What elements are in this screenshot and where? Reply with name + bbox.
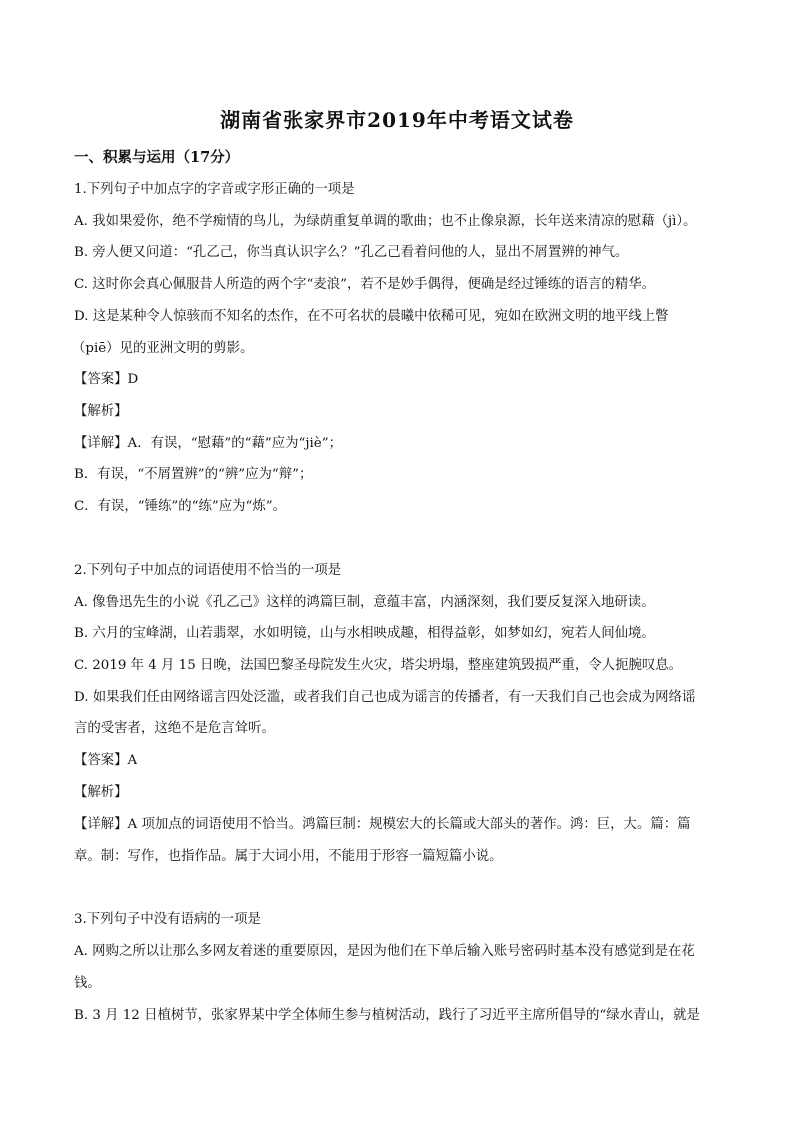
q2-option-d-line2: 言的受害者，这绝不是危言耸听。 [74, 721, 275, 736]
question-3-stem: 3.下列句子中没有语病的一项是 [74, 912, 261, 927]
q2-option-c: C. 2019 年 4 月 15 日晚，法国巴黎圣母院发生火灾，塔尖坍塌，整座建筑毁损严重，令人扼腕叹息。 [74, 658, 683, 673]
section-heading: 一、积累与运用（17分） [74, 149, 240, 166]
q3-option-a-line1: A. 网购之所以让那么多网友着迷的重要原因，是因为他们在下单后输入账号密码时基本没有感觉到是在花 [74, 944, 695, 959]
q2-detail-line2: 章。制：写作，也指作品。属于大词小用，不能用于形容一篇短篇小说。 [74, 849, 503, 864]
q2-answer: 【答案】A [74, 753, 138, 768]
q1-detail-line2: B．有误，“不屑置辨”的“辨”应为“辩”； [74, 467, 313, 482]
question-2-stem: 2.下列句子中加点的词语使用不恰当的一项是 [74, 563, 342, 578]
q1-option-b: B. 旁人便又问道：“孔乙己，你当真认识字么？”孔乙己看着问他的人，显出不屑置辨的神气。 [74, 245, 629, 260]
question-1-stem: 1.下列句子中加点字的字音或字形正确的一项是 [74, 182, 355, 197]
q1-option-c: C. 这时你会真心佩服昔人所造的两个字“麦浪”，若不是妙手偶得，便确是经过锤练的语言的精华。 [74, 277, 655, 292]
q2-option-d-line1: D. 如果我们任由网络谣言四处泛滥，或者我们自己也成为谣言的传播者，有一天我们自己也会成为网络谣 [74, 690, 696, 705]
q2-option-b: B. 六月的宝峰湖，山若翡翠，水如明镜，山与水相映成趣，相得益彰，如梦如幻，宛若人间仙境。 [74, 626, 655, 641]
q1-analysis-label: 【解析】 [74, 404, 128, 419]
q2-detail-line1: 【详解】A 项加点的词语使用不恰当。鸿篇巨制：规模宏大的长篇或大部头的著作。鸿：巨，大。篇：篇 [74, 817, 691, 832]
q1-option-d-line1: D. 这是某种令人惊骇而不知名的杰作，在不可名状的晨曦中依稀可见，宛如在欧洲文明的地平线上瞥 [74, 309, 669, 324]
q1-detail-line3: C．有误，“锤练”的“练”应为“炼”。 [74, 499, 287, 514]
q1-option-a: A. 我如果爱你，绝不学痴情的鸟儿，为绿荫重复单调的歌曲；也不止像泉源，长年送来清凉的慰藉（jì）。 [74, 214, 697, 229]
q1-option-d-line2: （piē）见的亚洲文明的剪影。 [72, 341, 254, 356]
q3-option-b-line1: B. 3 月 12 日植树节，张家界某中学全体师生参与植树活动，践行了习近平主席所倡导的“绿水青山，就是 [74, 1008, 700, 1023]
q2-analysis-label: 【解析】 [74, 785, 128, 800]
q3-option-a-line2: 钱。 [74, 976, 101, 991]
q1-detail-line1: 【详解】A．有误，“慰藉”的“藉”应为“jiè”； [74, 436, 342, 451]
q1-answer: 【答案】D [74, 372, 139, 387]
page-title: 湖南省张家界市2019年中考语文试卷 [220, 108, 574, 132]
q2-option-a: A. 像鲁迅先生的小说《孔乙己》这样的鸿篇巨制，意蕴丰富，内涵深刻，我们要反复深入地研读。 [74, 595, 655, 610]
